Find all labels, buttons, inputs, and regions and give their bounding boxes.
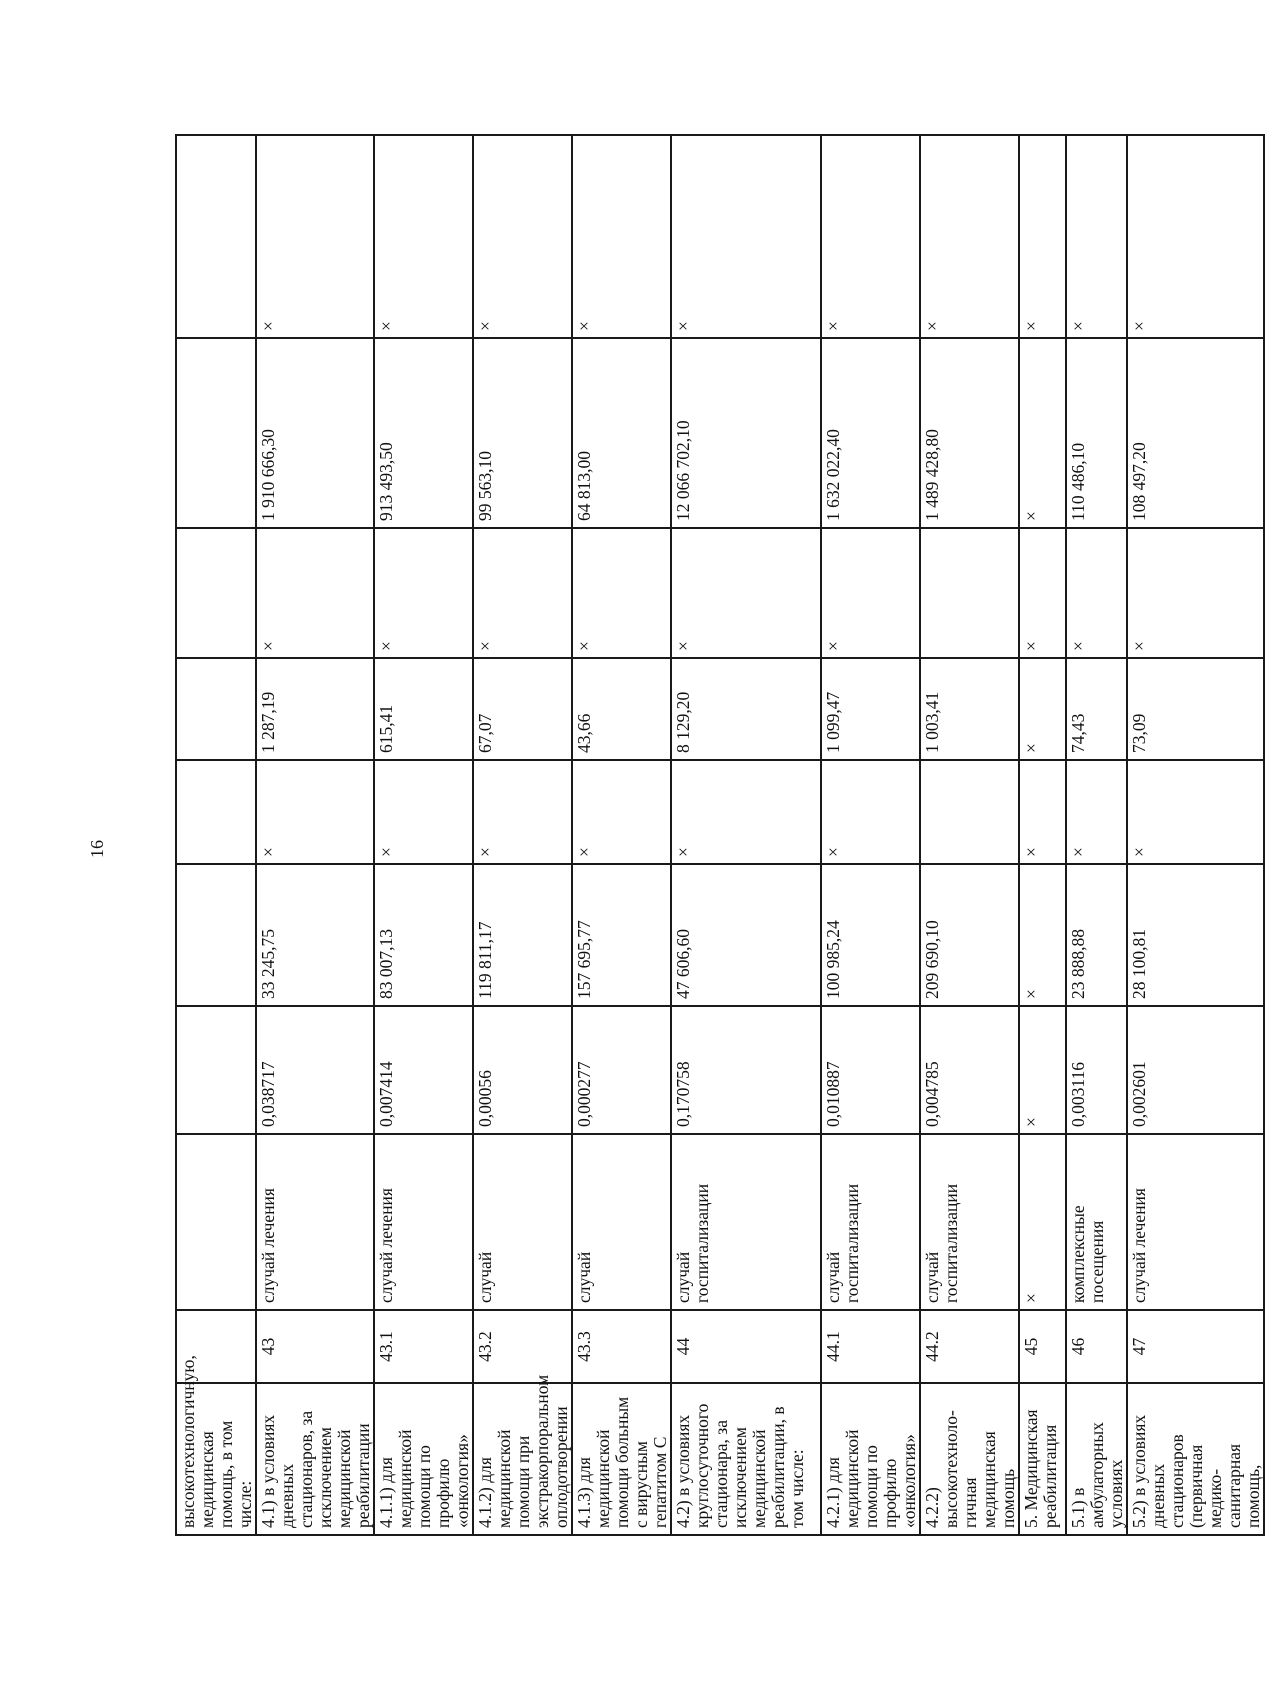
cell-v6: 99 563,10 (473, 338, 572, 528)
table-row (176, 135, 256, 1535)
cell-name: 4.2) в условиях круглосуточного стационара, за исключением медицинской реабилитации, в том числе: (671, 1383, 821, 1535)
cell-unit: комплексные посещения (1066, 1134, 1127, 1310)
cell-v5 (176, 528, 256, 658)
cell-v1: 0,007414 (374, 1006, 473, 1134)
cell-v2: 83 007,13 (374, 864, 473, 1006)
cell-v6: 913 493,50 (374, 338, 473, 528)
cell-v2: 157 695,77 (572, 864, 671, 1006)
table-row (374, 135, 473, 1535)
cell-v5: × (473, 528, 572, 658)
cell-number: 44.2 (920, 1310, 1019, 1383)
cell-v7: × (671, 135, 821, 338)
cell-v1: 0,002601 (1127, 1006, 1264, 1134)
table-row (1127, 135, 1264, 1535)
page-number: 16 (87, 840, 107, 858)
cell-v5: × (1019, 528, 1066, 658)
cell-name: 5. Медицинская реабилитация (1019, 1383, 1066, 1535)
cell-v3 (176, 760, 256, 864)
table-row (1066, 135, 1127, 1535)
cell-v1: 0,003116 (1066, 1006, 1127, 1134)
cell-v2: 33 245,75 (256, 864, 374, 1006)
cell-v4: 67,07 (473, 658, 572, 760)
cell-number: 45 (1019, 1310, 1066, 1383)
cell-v6: × (1019, 338, 1066, 528)
cell-number: 47 (1127, 1310, 1264, 1383)
cell-v2: 28 100,81 (1127, 864, 1264, 1006)
cell-v7: × (572, 135, 671, 338)
cell-number: 43.3 (572, 1310, 671, 1383)
cell-v2: 47 606,60 (671, 864, 821, 1006)
cell-v6 (176, 338, 256, 528)
cell-unit: случай госпитализации (671, 1134, 821, 1310)
cell-v7: × (920, 135, 1019, 338)
cell-v2: 209 690,10 (920, 864, 1019, 1006)
cell-name: 4.1.3) для медицинской помощи больным с вирусным гепатитом С (572, 1383, 671, 1535)
cell-v5: × (256, 528, 374, 658)
cell-v1: 0,004785 (920, 1006, 1019, 1134)
cell-v5: × (671, 528, 821, 658)
cell-unit (176, 1134, 256, 1310)
cell-v1: 0,170758 (671, 1006, 821, 1134)
cell-v1: 0,038717 (256, 1006, 374, 1134)
cell-v6: 1 632 022,40 (821, 338, 920, 528)
cell-unit: случай госпитализации (920, 1134, 1019, 1310)
cell-name: 4.1) в условиях дневных стационаров, за исключением медицинской реабилитации (256, 1383, 374, 1535)
cell-v2 (176, 864, 256, 1006)
budget-table (175, 134, 1265, 1536)
cell-v4: 43,66 (572, 658, 671, 760)
table-row (473, 135, 572, 1535)
cell-v1: × (1019, 1006, 1066, 1134)
cell-unit: случай (473, 1134, 572, 1310)
table-row (572, 135, 671, 1535)
cell-name: 5.2) в условиях дневных стационаров (первичная медико-санитарная помощь, (1127, 1383, 1264, 1535)
cell-unit: случай лечения (374, 1134, 473, 1310)
cell-v3: × (1019, 760, 1066, 864)
cell-v7: × (1127, 135, 1264, 338)
cell-v4: 615,41 (374, 658, 473, 760)
table-row (1019, 135, 1066, 1535)
cell-v4: × (1019, 658, 1066, 760)
cell-number: 44 (671, 1310, 821, 1383)
cell-v7 (176, 135, 256, 338)
cell-v3: × (374, 760, 473, 864)
cell-v5: × (374, 528, 473, 658)
cell-v4: 1 287,19 (256, 658, 374, 760)
table-row (256, 135, 374, 1535)
cell-number: 43.1 (374, 1310, 473, 1383)
cell-v5: × (1066, 528, 1127, 658)
cell-v6: 1 489 428,80 (920, 338, 1019, 528)
cell-unit: × (1019, 1134, 1066, 1310)
cell-number: 44.1 (821, 1310, 920, 1383)
cell-v4: 1 003,41 (920, 658, 1019, 760)
cell-v5: × (821, 528, 920, 658)
cell-v4: 73,09 (1127, 658, 1264, 760)
cell-v6: 110 486,10 (1066, 338, 1127, 528)
cell-unit: случай (572, 1134, 671, 1310)
cell-v2: 23 888,88 (1066, 864, 1127, 1006)
cell-name: 4.2.2) высокотехноло-гичная медицинская помощь (920, 1383, 1019, 1535)
cell-v6: 1 910 666,30 (256, 338, 374, 528)
cell-v4: 8 129,20 (671, 658, 821, 760)
cell-v7: × (374, 135, 473, 338)
cell-v7: × (821, 135, 920, 338)
cell-v3: × (821, 760, 920, 864)
cell-v1: 0,000277 (572, 1006, 671, 1134)
cell-v2: 100 985,24 (821, 864, 920, 1006)
cell-name: 5.1) в амбулаторных условиях (1066, 1383, 1127, 1535)
cell-name: высокотехнологичную, медицинская помощь, в том числе: (176, 1383, 256, 1535)
table-row (671, 135, 821, 1535)
cell-number: 46 (1066, 1310, 1127, 1383)
cell-v3: × (1066, 760, 1127, 864)
cell-v6: 108 497,20 (1127, 338, 1264, 528)
cell-v1: 0,010887 (821, 1006, 920, 1134)
cell-v3 (920, 760, 1019, 864)
cell-v3: × (671, 760, 821, 864)
cell-name: 4.2.1) для медицинской помощи по профилю «онкология» (821, 1383, 920, 1535)
cell-v5: × (572, 528, 671, 658)
cell-unit: случай госпитализации (821, 1134, 920, 1310)
cell-v1 (176, 1006, 256, 1134)
cell-v3: × (473, 760, 572, 864)
rotated-table-container (175, 136, 1263, 1536)
cell-v4: 1 099,47 (821, 658, 920, 760)
cell-v7: × (1019, 135, 1066, 338)
cell-v5 (920, 528, 1019, 658)
cell-v2: × (1019, 864, 1066, 1006)
cell-v7: × (473, 135, 572, 338)
cell-v1: 0,00056 (473, 1006, 572, 1134)
cell-v7: × (1066, 135, 1127, 338)
cell-v3: × (572, 760, 671, 864)
cell-number: 43.2 (473, 1310, 572, 1383)
cell-name: 4.1.1) для медицинской помощи по профилю «онкология» (374, 1383, 473, 1535)
cell-unit: случай лечения (256, 1134, 374, 1310)
cell-name: 4.1.2) для медицинской помощи при экстракорпоральном оплодотворении (473, 1383, 572, 1535)
cell-v7: × (256, 135, 374, 338)
cell-number: 43 (256, 1310, 374, 1383)
cell-v5: × (1127, 528, 1264, 658)
cell-v6: 64 813,00 (572, 338, 671, 528)
cell-v6: 12 066 702,10 (671, 338, 821, 528)
cell-unit: случай лечения (1127, 1134, 1264, 1310)
cell-v3: × (1127, 760, 1264, 864)
cell-v3: × (256, 760, 374, 864)
table-row (920, 135, 1019, 1535)
cell-v4: 74,43 (1066, 658, 1127, 760)
cell-v4 (176, 658, 256, 760)
table-row (821, 135, 920, 1535)
cell-v2: 119 811,17 (473, 864, 572, 1006)
